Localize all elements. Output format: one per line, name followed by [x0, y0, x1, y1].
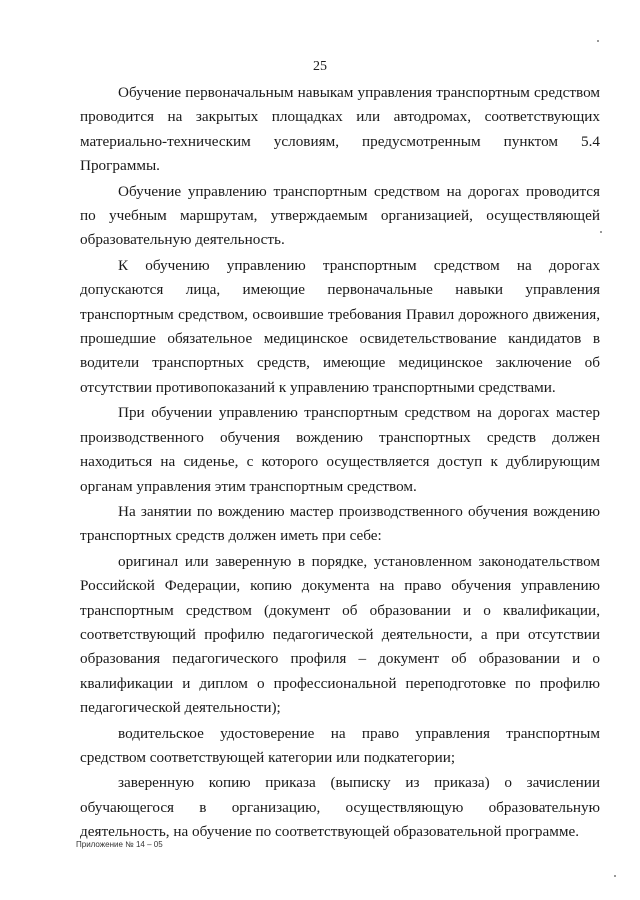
scan-speck — [614, 875, 616, 877]
page-number: 25 — [313, 59, 327, 74]
paragraph-admission-requirements: К обучению управлению транспортным средством на дорогах допускаются лица, имеющие первоначальные навыки управления транспортным средством, освоившие требования Правил дорожного движения, прошедшие обязательное медицинское освидетельствование кандидатов в водители транспортных средств, имеющие медицинское заключение об отсутствии противопоказаний к управлению транспортными средствами. — [80, 256, 600, 396]
paragraph-instructor-documents-intro: На занятии по вождению мастер производственного обучения вождению транспортных средств должен иметь при себе: — [80, 502, 600, 545]
paragraph-document-original: оригинал или заверенную в порядке, установленном законодательством Российской Федерации, копию документа на право обучения управлению транспортным средством (документ об образовании и о квалификации, соответствующий профилю педагогической деятельности, а при отсутствии образования педагогического профиля – документ об образовании и о квалификации и диплом о профессиональной переподготовке по профилю педагогической деятельности); — [80, 552, 600, 717]
paragraph-road-training-routes: Обучение управлению транспортным средством на дорогах проводится по учебным маршрутам, утверждаемым организацией, осуществляющей образовательную деятельность. — [80, 182, 600, 249]
footer-annex-label: Приложение № 14 – 05 — [76, 840, 163, 849]
paragraph-instructor-seat: При обучении управлению транспортным средством на дорогах мастер производственного обучения вождению транспортных средств должен находиться на сиденье, с которого осуществляется доступ к дублирующим органам управления этим транспортным средством. — [80, 404, 600, 495]
scan-speck — [597, 40, 599, 42]
scan-speck — [600, 231, 602, 233]
paragraph-enrollment-order: заверенную копию приказа (выписку из приказа) о зачислении обучающегося в организацию, осуществляющую образовательную деятельность, на обучение по соответствующей образовательной программе. — [80, 774, 600, 841]
paragraph-driver-license: водительское удостоверение на право управления транспортным средством соответствующей категории или подкатегории; — [80, 724, 600, 766]
paragraph-initial-training: Обучение первоначальным навыкам управления транспортным средством проводится на закрытых площадках или автодромах, соответствующих материально-техническим условиям, предусмотренным пунктом 5.4 Программы. — [80, 84, 600, 175]
document-body — [80, 81, 600, 845]
